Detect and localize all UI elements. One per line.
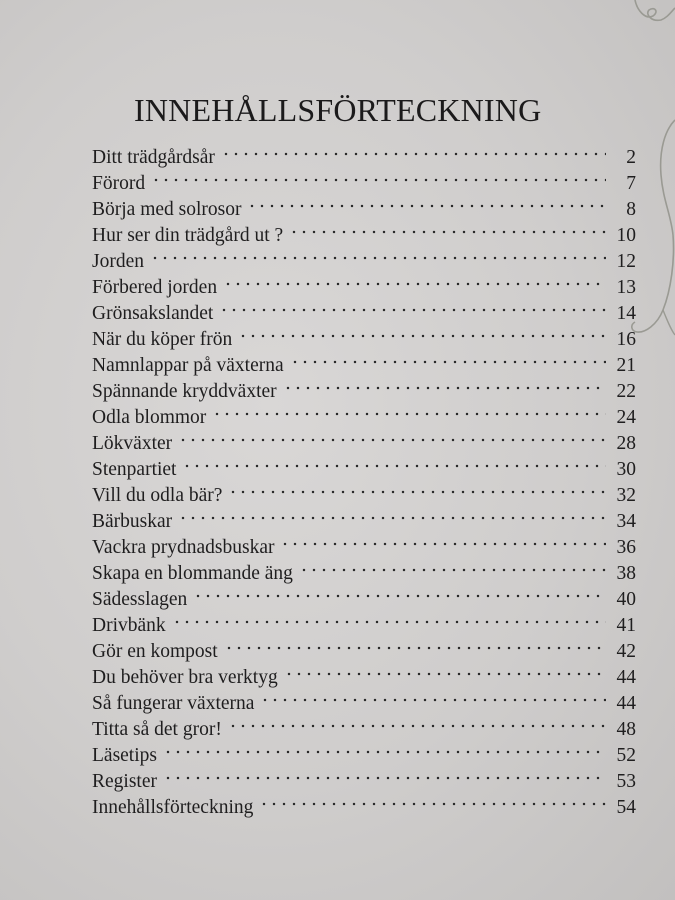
dot-leader xyxy=(212,409,606,419)
vine-decoration xyxy=(615,0,675,420)
toc-entry-page-number: 34 xyxy=(616,511,636,532)
toc-entry-title: Odla blommor xyxy=(92,407,207,428)
toc-entry-page-number: 42 xyxy=(616,641,636,662)
dot-leader xyxy=(163,747,606,757)
dot-leader xyxy=(284,669,606,679)
toc-entry-page-number: 48 xyxy=(616,719,636,740)
toc-entry-title: Du behöver bra verktyg xyxy=(92,667,278,688)
dot-leader xyxy=(221,149,606,159)
dot-leader xyxy=(150,253,606,263)
toc-entry-title: Stenpartiet xyxy=(92,459,177,480)
toc-entry-page-number: 10 xyxy=(616,225,636,246)
toc-entry-title: Register xyxy=(92,771,157,792)
toc-entry xyxy=(92,223,636,249)
toc-entry xyxy=(92,171,636,197)
toc-entry xyxy=(92,197,636,223)
toc-entry xyxy=(92,275,636,301)
dot-leader xyxy=(193,591,606,601)
toc-entry xyxy=(92,691,636,717)
toc-entry xyxy=(92,795,636,821)
toc-entry-page-number: 44 xyxy=(616,667,636,688)
toc-entry xyxy=(92,327,636,353)
toc-entry-title: Hur ser din trädgård ut ? xyxy=(92,225,284,246)
toc-entry-page-number: 41 xyxy=(616,615,636,636)
dot-leader xyxy=(178,513,606,523)
toc-entry-title: När du köper frön xyxy=(92,329,233,350)
toc-entry-page-number: 44 xyxy=(616,693,636,714)
toc-entry-title: Titta så det gror! xyxy=(92,719,222,740)
toc-entry xyxy=(92,249,636,275)
dot-leader xyxy=(289,227,606,237)
dot-leader xyxy=(247,201,606,211)
toc-entry xyxy=(92,405,636,431)
toc-entry-page-number: 13 xyxy=(616,277,636,298)
toc-entry-title: Läsetips xyxy=(92,745,157,766)
toc-entry-page-number: 16 xyxy=(616,329,636,350)
dot-leader xyxy=(299,565,606,575)
dot-leader xyxy=(219,305,606,315)
toc-entry-page-number: 12 xyxy=(616,251,636,272)
toc-entry-title: Vill du odla bär? xyxy=(92,485,223,506)
dot-leader xyxy=(280,539,606,549)
toc-entry-page-number: 40 xyxy=(616,589,636,610)
dot-leader xyxy=(163,773,606,783)
toc-entry xyxy=(92,613,636,639)
dot-leader xyxy=(260,695,606,705)
page-title: INNEHÅLLSFÖRTECKNING xyxy=(134,92,542,128)
toc-entry xyxy=(92,717,636,743)
dot-leader xyxy=(228,487,606,497)
toc-entry xyxy=(92,457,636,483)
toc-entry-title: Gör en kompost xyxy=(92,641,218,662)
toc-entry-page-number: 38 xyxy=(616,563,636,584)
toc-entry-title: Förord xyxy=(92,173,146,194)
toc-entry xyxy=(92,665,636,691)
toc-entry xyxy=(92,379,636,405)
toc-entry xyxy=(92,483,636,509)
toc-entry-title: Skapa en blommande äng xyxy=(92,563,293,584)
toc-entry-page-number: 54 xyxy=(616,797,636,818)
toc-entry-title: Ditt trädgårdsår xyxy=(92,147,215,168)
dot-leader xyxy=(224,643,606,653)
toc-entry-title: Grönsakslandet xyxy=(92,303,214,324)
toc-entry-page-number: 8 xyxy=(626,199,636,220)
toc-entry-title: Så fungerar växterna xyxy=(92,693,255,714)
toc-entry-title: Spännande kryddväxter xyxy=(92,381,277,402)
toc-entry-title: Drivbänk xyxy=(92,615,166,636)
dot-leader xyxy=(238,331,606,341)
dot-leader xyxy=(151,175,606,185)
toc-entry-title: Lökväxter xyxy=(92,433,173,454)
toc-entry xyxy=(92,353,636,379)
toc-entry xyxy=(92,639,636,665)
toc-entry-page-number: 24 xyxy=(616,407,636,428)
toc-entry xyxy=(92,301,636,327)
toc-entry-title: Sädesslagen xyxy=(92,589,188,610)
dot-leader xyxy=(283,383,606,393)
toc-entry xyxy=(92,587,636,613)
toc-entry xyxy=(92,535,636,561)
toc-entry xyxy=(92,743,636,769)
toc-entry-page-number: 36 xyxy=(616,537,636,558)
toc-entry-page-number: 32 xyxy=(616,485,636,506)
toc-entry-title: Bärbuskar xyxy=(92,511,173,532)
toc-entry-page-number: 22 xyxy=(616,381,636,402)
dot-leader xyxy=(290,357,606,367)
table-of-contents xyxy=(92,145,636,821)
dot-leader xyxy=(228,721,606,731)
toc-entry-title: Börja med solrosor xyxy=(92,199,242,220)
toc-entry-page-number: 30 xyxy=(616,459,636,480)
toc-entry xyxy=(92,431,636,457)
toc-entry xyxy=(92,769,636,795)
toc-entry-title: Vackra prydnadsbuskar xyxy=(92,537,275,558)
dot-leader xyxy=(172,617,606,627)
toc-entry-page-number: 21 xyxy=(616,355,636,376)
toc-entry-title: Innehållsförteckning xyxy=(92,797,254,818)
toc-entry-page-number: 2 xyxy=(626,147,636,168)
toc-entry-page-number: 7 xyxy=(626,173,636,194)
dot-leader xyxy=(223,279,606,289)
toc-entry-page-number: 53 xyxy=(616,771,636,792)
dot-leader xyxy=(182,461,606,471)
toc-entry-page-number: 52 xyxy=(616,745,636,766)
toc-entry xyxy=(92,145,636,171)
toc-entry-page-number: 14 xyxy=(616,303,636,324)
toc-entry xyxy=(92,561,636,587)
toc-entry-title: Namnlappar på växterna xyxy=(92,355,284,376)
dot-leader xyxy=(259,799,606,809)
toc-entry-title: Förbered jorden xyxy=(92,277,218,298)
toc-entry-page-number: 28 xyxy=(616,433,636,454)
toc-entry xyxy=(92,509,636,535)
dot-leader xyxy=(178,435,606,445)
toc-entry-title: Jorden xyxy=(92,251,144,272)
